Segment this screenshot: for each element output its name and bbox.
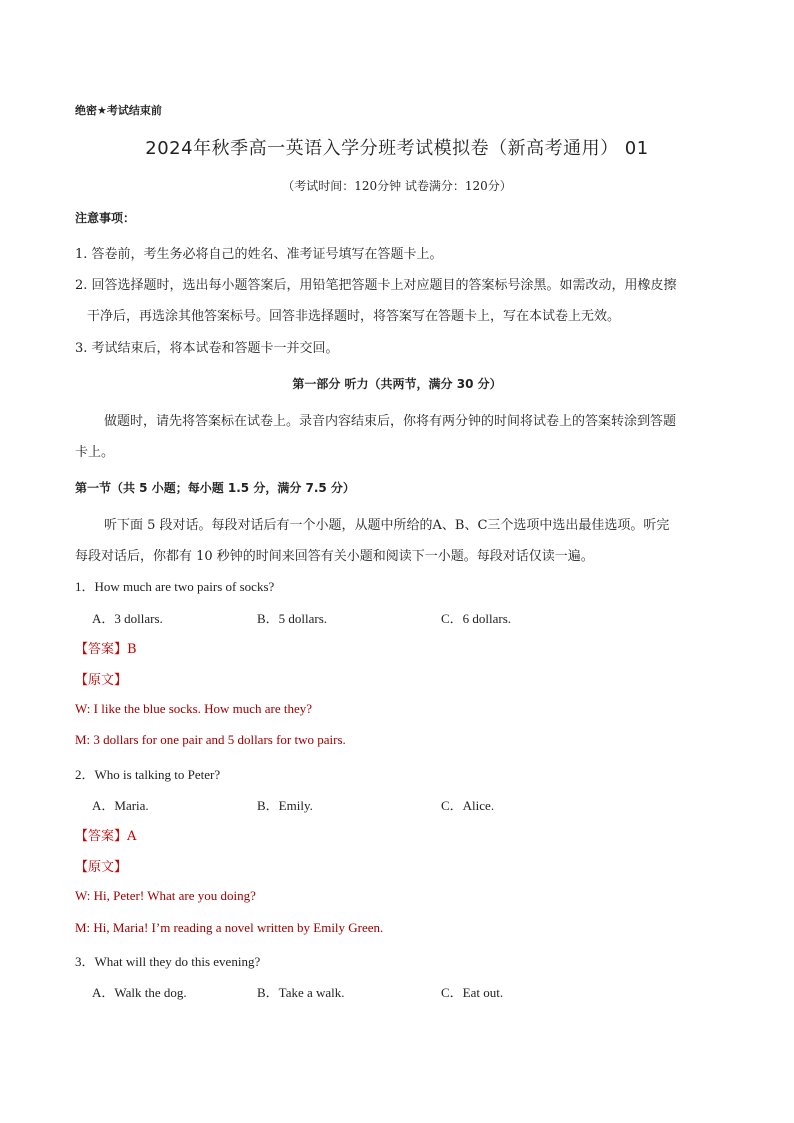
question-3-option-a: A．Walk the dog. [92,985,187,1000]
section-intro-cont: 每段对话后，你都有 10 秒钟的时间来回答有关小题和阅读下一小题。每段对话仅读一遍。 [75,549,594,564]
notice-item-2: 2. 回答选择题时，选出每小题答案后，用铅笔把答题卡上对应题目的答案标号涂黑。如需改动，用橡皮擦 [75,278,677,293]
question-3-stem: 3．What will they do this evening? [75,954,261,969]
question-2-option-a: A．Maria. [92,798,149,813]
question-2-answer: 【答案】A [75,829,137,844]
section-intro: 听下面 5 段对话。每段对话后有一个小题，从题中所给的A、B、C三个选项中选出最佳选项。听完 [104,518,670,533]
question-1-option-c: C．6 dollars. [441,611,512,626]
question-2-option-c: C．Alice. [441,798,495,813]
confidential-mark: 绝密★考试结束前 [75,104,162,117]
question-2-option-b: B．Emily. [257,798,313,813]
question-1-transcript-line-1: W: I like the blue socks. How much are they? [75,701,313,716]
page-title: 2024年秋季高一英语入学分班考试模拟卷（新高考通用） 01 [145,138,649,159]
part-intro: 做题时，请先将答案标在试卷上。录音内容结束后，你将有两分钟的时间将试卷上的答案转涂到答题 [104,414,677,429]
question-3-option-b: B．Take a walk. [257,985,345,1000]
question-1-option-a: A．3 dollars. [92,611,163,626]
part-heading: 第一部分 听力（共两节，满分 30 分） [292,377,502,391]
question-3-option-c: C．Eat out. [441,985,504,1000]
question-1-transcript-label: 【原文】 [75,673,128,688]
question-2-transcript-line-2: M: Hi, Maria! I’m reading a novel written by Emily Green. [75,920,384,935]
notice-item-2-cont: 干净后，再选涂其他答案标号。回答非选择题时，将答案写在答题卡上，写在本试卷上无效。 [87,309,621,324]
question-1-stem: 1．How much are two pairs of socks? [75,579,275,594]
part-intro-cont: 卡上。 [75,445,115,460]
question-1-option-b: B．5 dollars. [257,611,328,626]
question-1-answer: 【答案】B [75,642,137,657]
question-2-stem: 2．Who is talking to Peter? [75,767,221,782]
question-1-transcript-line-2: M: 3 dollars for one pair and 5 dollars for two pairs. [75,732,346,747]
notice-item-3: 3. 考试结束后，将本试卷和答题卡一并交回。 [75,341,339,356]
question-2-transcript-line-1: W: Hi, Peter! What are you doing? [75,888,256,903]
exam-time-info: （考试时间：120分钟 试卷满分：120分） [282,179,512,193]
notice-item-1: 1. 答卷前，考生务必将自己的姓名、准考证号填写在答题卡上。 [75,247,443,262]
notice-heading: 注意事项： [75,211,136,225]
question-2-transcript-label: 【原文】 [75,860,128,875]
section-heading: 第一节（共 5 小题；每小题 1.5 分，满分 7.5 分） [75,481,355,495]
